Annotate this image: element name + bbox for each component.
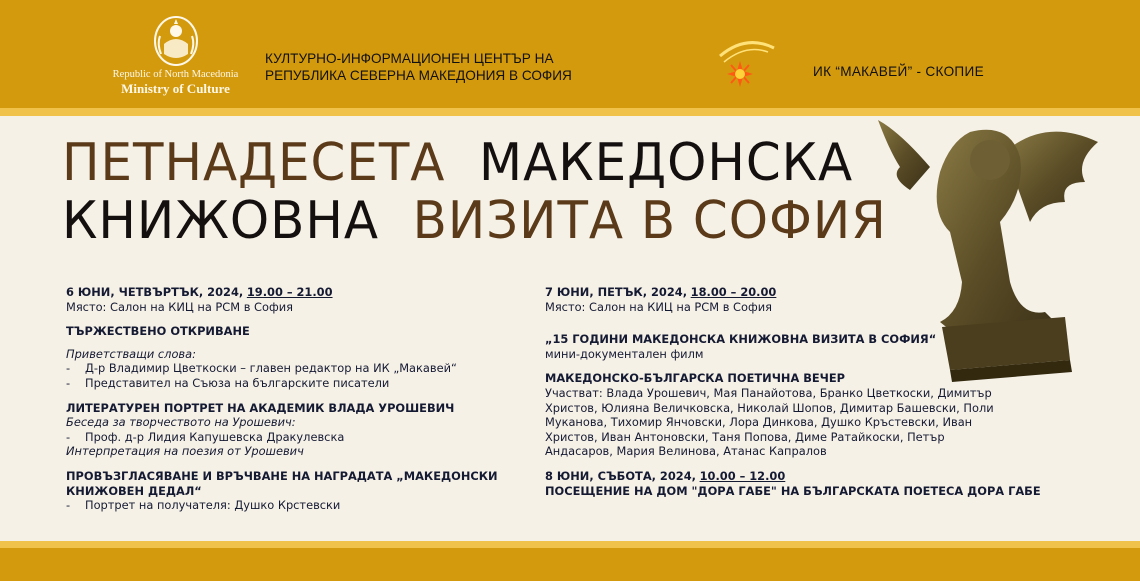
cultural-center-name	[265, 50, 572, 84]
day3-time: 10.00 – 12.00	[699, 468, 786, 483]
center-line-2: РЕПУБЛИКА СЕВЕРНА МАКЕДОНИЯ В СОФИЯ	[265, 68, 572, 83]
day1-datetime	[66, 285, 511, 300]
program-day-1	[66, 285, 511, 513]
publisher-name: ИК “МАКАВЕЙ” - СКОПИЕ	[813, 64, 984, 79]
title-line-1	[62, 133, 853, 193]
house-visit-heading: ПОСЕЩЕНИЕ НА ДОМ "ДОРА ГАБЕ" НА БЪЛГАРСКАТА ПОЕТЕСА ДОРА ГАБЕ	[545, 483, 1041, 498]
footer-stripe	[0, 541, 1140, 548]
participants-line: Христов, Юлияна Величковска, Николай Шопов, Димитар Башевски, Поли	[545, 400, 994, 415]
ministry-country: Republic of North Macedonia	[112, 69, 239, 80]
participants-line: Участват: Влада Урошевич, Мая Панайотова, Бранко Цветкоски, Димитър	[545, 385, 992, 400]
coat-of-arms-icon	[151, 14, 201, 68]
film-heading: „15 ГОДИНИ МАКЕДОНСКА КНИЖОВНА ВИЗИТА В СОФИЯ“	[545, 332, 937, 347]
ministry-name: Ministry of Culture	[121, 81, 230, 96]
greeting-item: - Д-р Владимир Цветкоски – главен редактор на ИК „Макавей“	[66, 361, 511, 376]
greeting-item: - Представител на Съюза на българските писатели	[66, 376, 511, 391]
day3-datetime	[545, 469, 1065, 484]
day3-date: 8 ЮНИ, СЪБОТА, 2024,	[545, 468, 696, 483]
footer-band	[0, 548, 1140, 581]
talk-speaker: - Проф. д-р Лидия Капушевска Дракулевска	[66, 430, 511, 445]
opening-heading: ТЪРЖЕСТВЕНО ОТКРИВАНЕ	[66, 324, 250, 339]
film-subtitle: мини-документален филм	[545, 346, 704, 361]
title-line-2	[62, 191, 887, 251]
publisher-logo-icon	[716, 36, 776, 96]
participants-line: Андасаров, Мария Велинова, Атанас Капралов	[545, 444, 827, 459]
talk-label: Беседа за творчеството на Урошевич:	[66, 415, 296, 430]
evening-heading: МАКЕДОНСКО-БЪЛГАРСКА ПОЕТИЧНА ВЕЧЕР	[545, 371, 846, 386]
award-heading-line-1: ПРОВЪЗГЛАСЯВАНЕ И ВРЪЧВАНЕ НА НАГРАДАТА „МАКЕДОНСКИ	[66, 468, 498, 483]
title-word-visit: ВИЗИТА В СОФИЯ	[412, 191, 887, 251]
ministry-logo	[108, 14, 243, 97]
day2-place: Място: Салон на КИЦ на РСМ в София	[545, 299, 772, 314]
participants-line: Муканова, Тихомир Янчовски, Лора Динкова, Душко Кръстевски, Иван	[545, 415, 973, 430]
participants-line: Христов, Иван Антоновски, Таня Попова, Диме Ратайкоски, Петър	[545, 429, 945, 444]
day2-date: 7 ЮНИ, ПЕТЪК, 2024,	[545, 285, 688, 299]
title-word-fifteenth: ПЕТНАДЕСЕТА	[62, 133, 446, 193]
award-heading-line-2: КНИЖОВЕН ДЕДАЛ“	[66, 483, 202, 498]
portrait-heading: ЛИТЕРАТУРЕН ПОРТРЕТ НА АКАДЕМИК ВЛАДА УРОШЕВИЧ	[66, 400, 455, 415]
poetry-label: Интерпретация на поезия от Урошевич	[66, 444, 304, 459]
title-word-macedonian: МАКЕДОНСКА	[479, 133, 854, 193]
day1-place: Място: Салон на КИЦ на РСМ в София	[66, 299, 293, 314]
center-line-1: КУЛТУРНО-ИНФОРМАЦИОНЕН ЦЕНТЪР НА	[265, 51, 554, 66]
day2-datetime	[545, 285, 1065, 300]
day1-date: 6 ЮНИ, ЧЕТВЪРТЪК, 2024,	[66, 285, 244, 299]
day1-time: 19.00 – 21.00	[246, 285, 333, 299]
greetings-label: Приветстващи слова:	[66, 346, 196, 361]
program-day-2	[545, 285, 1065, 498]
title-word-literary: КНИЖОВНА	[62, 191, 380, 251]
award-item: - Портрет на получателя: Душко Крстевски	[66, 498, 511, 513]
day2-time: 18.00 – 20.00	[690, 285, 777, 299]
